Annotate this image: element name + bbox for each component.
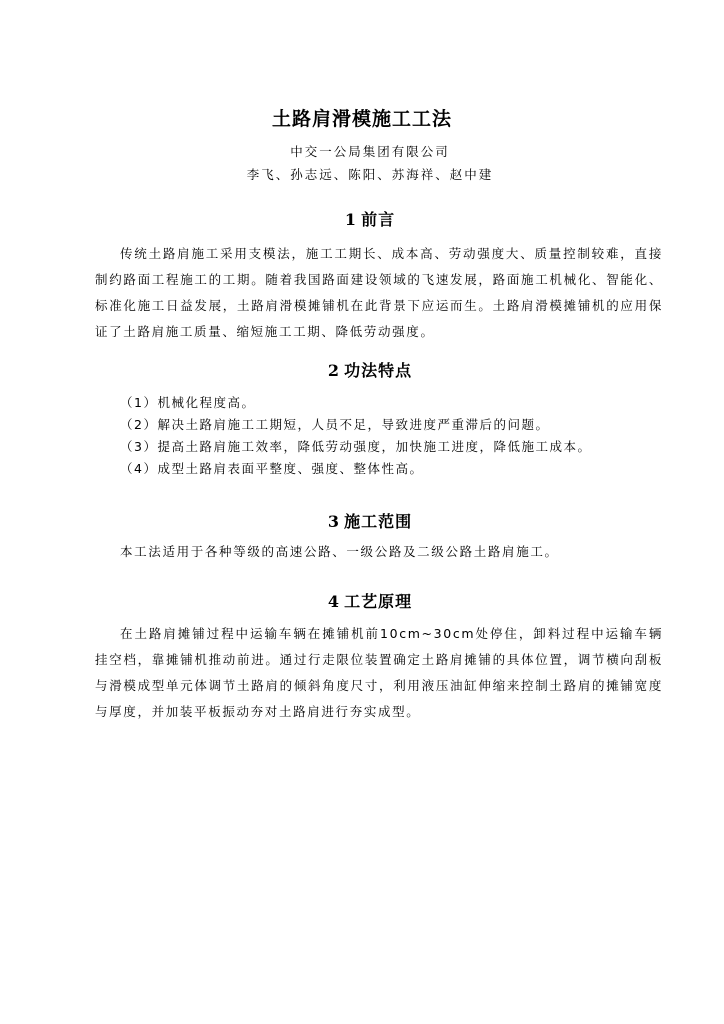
section-number: 1 [344, 210, 358, 229]
section-paragraph-1: 传统土路肩施工采用支模法，施工工期长、成本高、劳动强度大、质量控制较难，直接制约路面工程施工的工期。随着我国路面建设领域的飞速发展，路面施工机械化、智能化、标准化施工日益发展，土路肩滑模摊铺机在此背景下应运而生。土路肩滑模摊铺机的应用保证了土路肩施工质量、缩短施工工期、降低劳动强度。 [95, 246, 663, 339]
feature-list [120, 392, 663, 480]
list-item: （1）机械化程度高。 [120, 395, 256, 410]
section-title: 工艺原理 [344, 592, 413, 611]
section-heading-4 [0, 589, 724, 612]
section-number: 3 [327, 512, 341, 531]
list-item: （2）解决土路肩施工工期短，人员不足，导致进度严重滞后的问题。 [120, 417, 550, 432]
list-item: （4）成型土路肩表面平整度、强度、整体性高。 [120, 461, 424, 476]
section-number: 2 [327, 361, 341, 380]
list-item: （3）提高土路肩施工效率，降低劳动强度，加快施工进度，降低施工成本。 [120, 439, 592, 454]
section-paragraph-4: 在土路肩摊铺过程中运输车辆在摊铺机前10cm~30cm处停住，卸料过程中运输车辆挂空档，靠摊铺机推动前进。通过行走限位装置确定土路肩摊铺的具体位置，调节横向刮板与滑模成型单元体调节土路肩的倾斜角度尺寸，利用液压油缸伸缩来控制土路肩的摊铺宽度与厚度，并加装平板振动夯对土路肩进行夯实成型。 [95, 626, 663, 719]
section-paragraph-3: 本工法适用于各种等级的高速公路、一级公路及二级公路土路肩施工。 [120, 544, 559, 559]
section-number: 4 [327, 592, 341, 611]
section-title: 功法特点 [344, 361, 413, 380]
section-heading-1 [0, 207, 724, 230]
author-list: 李飞、孙志远、陈阳、苏海祥、赵中建 [246, 167, 494, 182]
section-heading-2 [0, 358, 724, 381]
organization-name: 中交一公局集团有限公司 [290, 144, 450, 159]
section-heading-3 [0, 509, 724, 532]
document-title: 土路肩滑模施工工法 [271, 108, 452, 130]
section-title: 施工范围 [344, 512, 413, 531]
section-title: 前言 [361, 210, 396, 229]
